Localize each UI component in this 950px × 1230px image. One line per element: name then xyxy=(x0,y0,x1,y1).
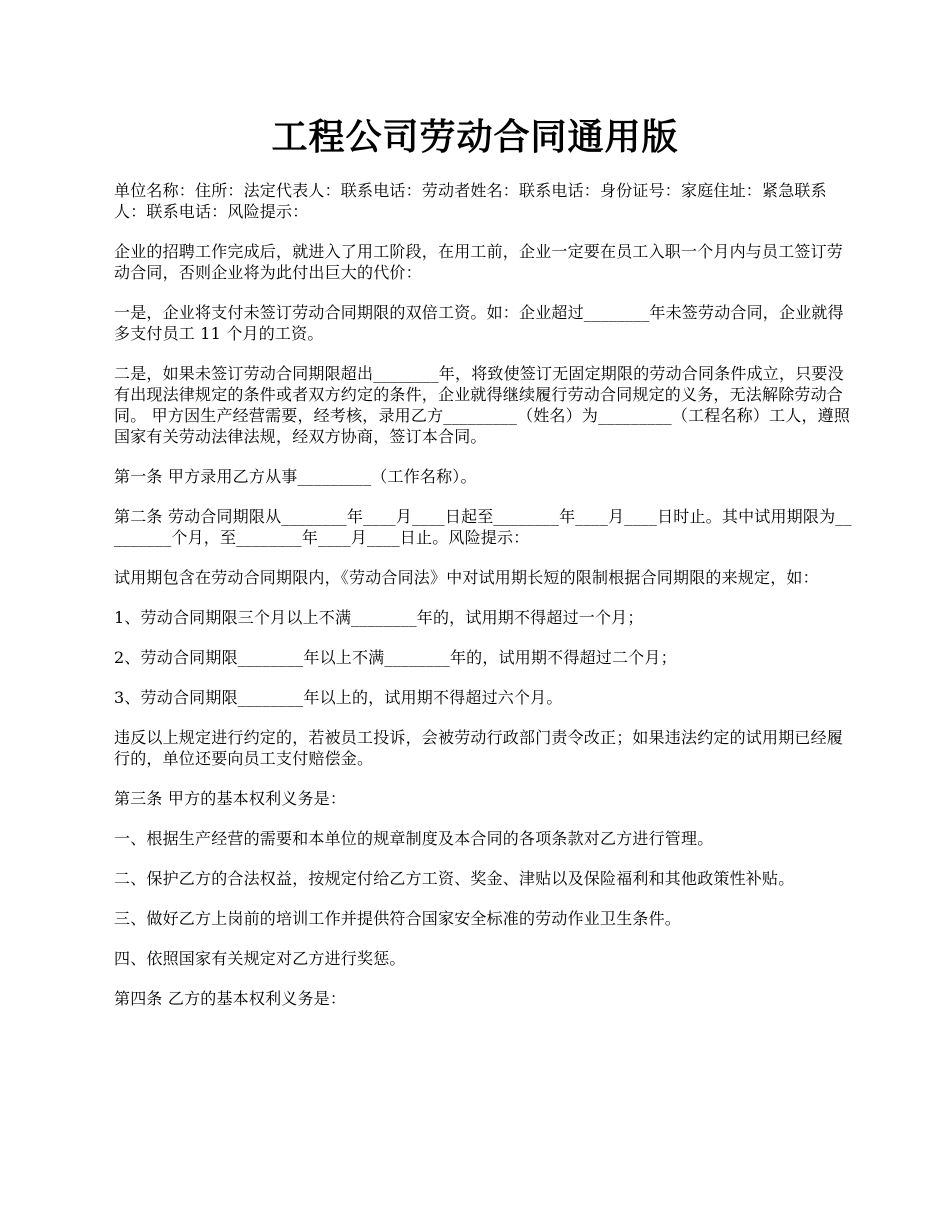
list-item-probation-2: 2、劳动合同期限________年以上不满________年的，试用期不得超过二个月； xyxy=(114,648,677,667)
list-item-probation-1: 1、劳动合同期限三个月以上不满________年的，试用期不得超过一个月； xyxy=(114,608,644,627)
paragraph-violation-note: 违反以上规定进行约定的，若被员工投诉，会被劳动行政部门责令改正；如果违法约定的试用期已经履行的，单位还要向员工支付赔偿金。 xyxy=(114,728,844,768)
list-item-party-a-1: 一、根据生产经营的需要和本单位的规章制度及本合同的各项条款对乙方进行管理。 xyxy=(114,829,714,848)
list-item-party-a-4: 四、依照国家有关规定对乙方进行奖惩。 xyxy=(114,949,406,968)
paragraph-article-4: 第四条 乙方的基本权利义务是： xyxy=(114,989,347,1008)
paragraph-article-1: 第一条 甲方录用乙方从事_________（工作名称）。 xyxy=(114,467,477,486)
paragraph-risk-two: 二是，如果未签订劳动合同期限超出________年，将致使签订无固定期限的劳动合同条件成立，只要没有出现法律规定的条件或者双方约定的条件，企业就得继续履行劳动合同规定的义务，无法解除劳动合同。 甲方因生产经营需要，经考核，录用乙方_________（姓名）为_________（工程名称）工人，遵照国家有关劳动法律法规，经双方协商，签订本合同。 xyxy=(114,364,851,446)
paragraph-probation-note: 试用期包含在劳动合同期限内，《劳动合同法》中对试用期长短的限制根据合同期限的来规定，如： xyxy=(114,568,819,587)
list-item-party-a-2: 二、保护乙方的合法权益，按规定付给乙方工资、奖金、津贴以及保险福利和其他政策性补贴。 xyxy=(114,869,795,888)
paragraph-article-3: 第三条 甲方的基本权利义务是： xyxy=(114,789,347,808)
paragraph-article-2: 第二条 劳动合同期限从________年____月____日起至________年____月____日时止。其中试用期限为_________个月，至________年____月____日止。风险提示： xyxy=(114,507,852,547)
paragraph-intro: 企业的招聘工作完成后，就进入了用工阶段，在用工前，企业一定要在员工入职一个月内与员工签订劳动合同，否则企业将为此付出巨大的代价： xyxy=(114,242,844,282)
document-title: 工程公司劳动合同通用版 xyxy=(271,116,679,158)
paragraph-risk-one: 一是，企业将支付未签订劳动合同期限的双倍工资。如：企业超过________年未签劳动合同，企业就得多支付员工 11 个月的工资。 xyxy=(114,303,844,343)
list-item-probation-3: 3、劳动合同期限________年以上的，试用期不得超过六个月。 xyxy=(114,688,563,707)
paragraph-party-info: 单位名称：住所：法定代表人：联系电话：劳动者姓名：联系电话：身份证号：家庭住址：紧急联系人：联系电话：风险提示： xyxy=(114,181,827,221)
list-item-party-a-3: 三、做好乙方上岗前的培训工作并提供符合国家安全标准的劳动作业卫生条件。 xyxy=(114,909,682,928)
document-body xyxy=(114,180,854,1028)
